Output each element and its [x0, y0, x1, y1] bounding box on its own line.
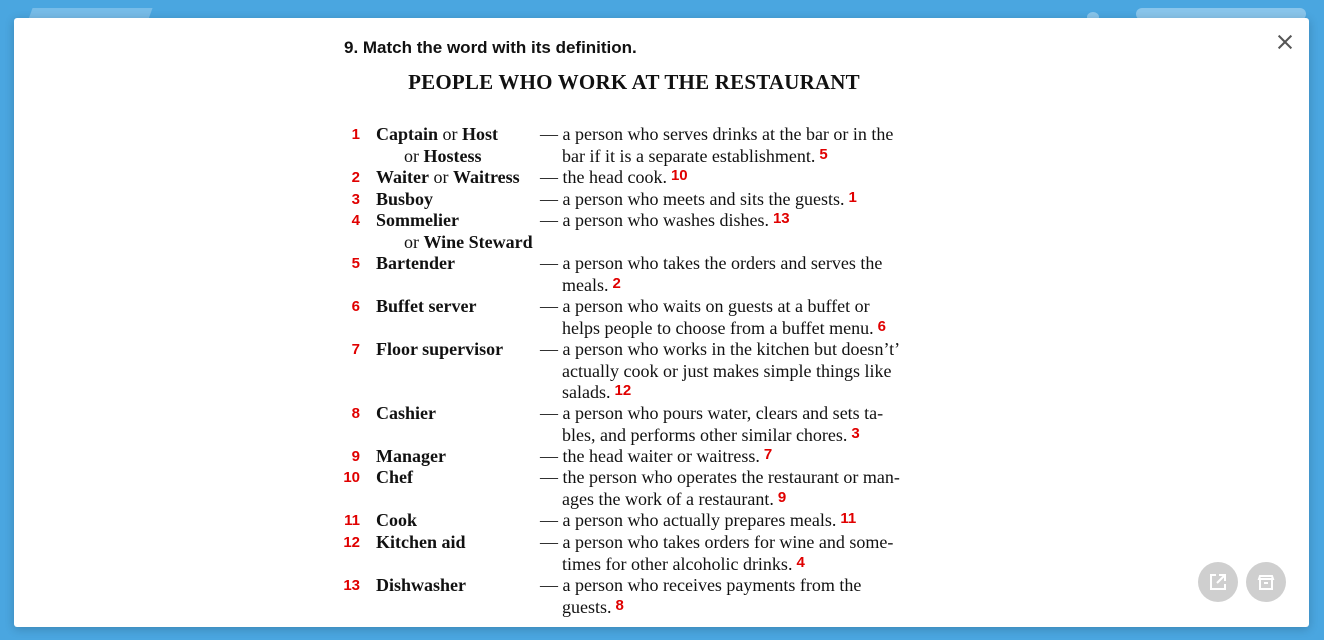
term-label: Cashier	[376, 403, 436, 423]
definition-line: — a person who works in the kitchen but doesn’t’	[540, 339, 901, 359]
term-number: 2	[351, 169, 360, 186]
term-number: 12	[343, 534, 360, 551]
answer-number: 4	[796, 553, 805, 571]
definition-line: bar if it is a separate establishment. 5	[562, 145, 828, 166]
definition-line: — a person who washes dishes. 13	[540, 210, 790, 230]
term-label: Sommelier	[376, 210, 459, 230]
term-number: 3	[351, 191, 360, 208]
answer-number: 6	[877, 317, 886, 335]
answer-number: 7	[763, 446, 773, 463]
answer-number: 5	[819, 145, 828, 163]
term-number: 4	[351, 212, 360, 229]
definition-line: actually cook or just makes simple things like	[562, 360, 892, 381]
term-label: Captain or Host	[376, 124, 499, 144]
answer-number: 11	[840, 510, 857, 527]
close-icon[interactable]	[1273, 30, 1297, 54]
answer-number: 9	[777, 488, 787, 506]
definition-line: — a person who receives payments from the	[540, 575, 862, 595]
term-label: Dishwasher	[376, 575, 467, 595]
term-label: Buffet server	[376, 296, 477, 316]
term-number: 6	[351, 298, 360, 315]
definition-line: — a person who takes orders for wine and some-	[540, 532, 894, 552]
definition-line: — a person who meets and sits the guests. 1	[540, 189, 857, 209]
definition-line: — the head waiter or waitress. 7	[540, 446, 773, 466]
answer-number: 12	[614, 382, 632, 399]
definition-line: — a person who serves drinks at the bar or in the	[540, 124, 894, 144]
term-number: 9	[351, 448, 360, 465]
term-number: 10	[343, 469, 360, 486]
exercise-title: 9. Match the word with its definition.	[344, 38, 637, 57]
definition-line: — a person who actually prepares meals. 11	[540, 510, 857, 530]
definition-line: helps people to choose from a buffet menu. 6	[562, 317, 886, 338]
definition-line: times for other alcoholic drinks. 4	[562, 553, 805, 574]
definition-line: — the head cook. 10	[540, 167, 688, 187]
term-label: Floor supervisor	[376, 339, 504, 359]
answer-number: 3	[851, 424, 860, 442]
term-label: Waiter or Waitress	[376, 167, 520, 187]
definition-line: — a person who waits on guests at a buffet or	[540, 296, 870, 316]
term-number: 7	[351, 341, 360, 358]
term-label: Busboy	[376, 189, 434, 209]
answer-number: 8	[615, 596, 624, 614]
definition-line: — a person who takes the orders and serves the	[540, 253, 883, 273]
answer-number: 1	[848, 189, 857, 206]
term-label: Kitchen aid	[376, 532, 466, 552]
term-number: 8	[351, 405, 360, 422]
definition-line: bles, and performs other similar chores. 3	[562, 424, 860, 445]
definition-line: — the person who operates the restaurant or man-	[540, 467, 900, 487]
answer-number: 13	[772, 210, 790, 227]
term-label-continued: or Wine Steward	[404, 231, 533, 252]
image-viewer-modal	[14, 18, 1309, 627]
answer-number: 10	[670, 167, 688, 184]
exercise-image	[334, 36, 954, 616]
term-label: Manager	[376, 446, 446, 466]
term-label: Bartender	[376, 253, 455, 273]
definition-line: guests. 8	[562, 596, 624, 617]
definition-line: meals. 2	[562, 274, 621, 295]
definition-line: ages the work of a restaurant. 9	[562, 488, 787, 509]
definition-line: salads. 12	[562, 382, 632, 402]
open-external-button[interactable]	[1198, 562, 1238, 602]
term-number: 13	[343, 577, 360, 594]
term-number: 5	[351, 255, 360, 272]
definition-line: — a person who pours water, clears and sets ta-	[540, 403, 884, 423]
term-number: 1	[351, 126, 360, 143]
answer-number: 2	[612, 274, 621, 292]
archive-icon	[1256, 572, 1276, 592]
exercise-heading: PEOPLE WHO WORK AT THE RESTAURANT	[408, 70, 860, 94]
term-label: Cook	[376, 510, 418, 530]
archive-button[interactable]	[1246, 562, 1286, 602]
term-number: 11	[344, 512, 360, 529]
term-label: Chef	[376, 467, 413, 487]
term-label-continued: or Hostess	[404, 145, 482, 166]
open-external-icon	[1208, 572, 1228, 592]
